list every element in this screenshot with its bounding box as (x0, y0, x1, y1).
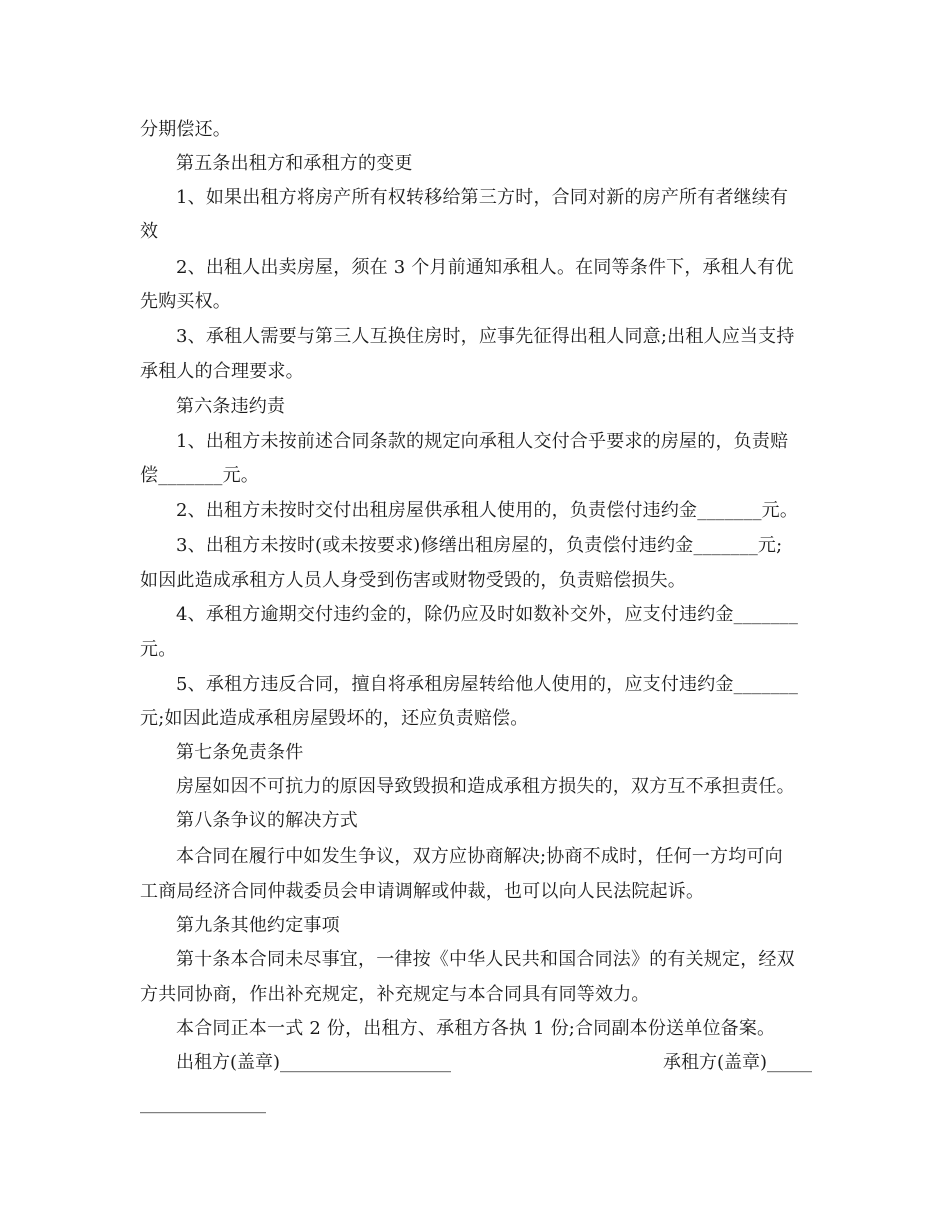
lessee-signature-line: 承租方(盖章)_____ (662, 1052, 812, 1073)
text-line: 3、出租方未按时(或未按要求)修缮出租房屋的，负责偿付违约金_______元; (176, 535, 783, 556)
section-heading: 第七条免责条件 (176, 742, 304, 763)
section-heading: 第八条争议的解决方式 (176, 810, 358, 831)
text-line: 效 (140, 221, 159, 242)
text-line: 如因此造成承租方人员人身受到伤害或财物受毁的，负责赔偿损失。 (140, 570, 686, 591)
text-line: 先购买权。 (140, 291, 231, 312)
text-line: 本合同正本一式 2 份，出租方、承租方各执 1 份;合同副本份送单位备案。 (176, 1018, 776, 1039)
lessor-signature-line: 出租方(盖章)___________________ (176, 1052, 452, 1073)
section-heading: 第六条违约责 (176, 396, 286, 417)
text-line: 5、承租方违反合同，擅自将承租房屋转给他人使用的，应支付违约金_______ (176, 674, 799, 695)
text-line: 方共同协商，作出补充规定，补充规定与本合同具有同等效力。 (140, 984, 650, 1005)
signature-continuation-line: ______________ (140, 1093, 266, 1114)
text-line: 元;如因此造成承租房屋毁坏的，还应负责赔偿。 (140, 708, 529, 729)
text-line: 承租人的合理要求。 (140, 361, 304, 382)
text-line: 2、出租方未按时交付出租房屋供承租人使用的，负责偿付违约金_______元。 (176, 500, 799, 521)
text-line: 2、出租人出卖房屋，须在 3 个月前通知承租人。在同等条件下，承租人有优 (176, 257, 794, 278)
text-line: 1、如果出租方将房产所有权转移给第三方时，合同对新的房产所有者继续有 (176, 187, 789, 208)
section-heading: 第五条出租方和承租方的变更 (176, 153, 413, 174)
text-line: 第十条本合同未尽事宜，一律按《中华人民共和国合同法》的有关规定，经双 (176, 949, 795, 970)
text-line: 元。 (140, 639, 177, 660)
text-line: 分期偿还。 (140, 119, 231, 140)
text-line: 房屋如因不可抗力的原因导致毁损和造成承租方损失的，双方互不承担责任。 (176, 776, 795, 797)
text-line: 3、承租人需要与第三人互换住房时，应事先征得出租人同意;出租人应当支持 (176, 326, 795, 347)
text-line: 4、承租方逾期交付违约金的，除仍应及时如数补交外，应支付违约金_______ (176, 604, 799, 625)
text-line: 1、出租方未按前述合同条款的规定向承租人交付合乎要求的房屋的，负责赔 (176, 431, 789, 452)
text-line: 偿_______元。 (140, 465, 259, 486)
text-line: 工商局经济合同仲裁委员会申请调解或仲裁，也可以向人民法院起诉。 (140, 881, 705, 902)
text-line: 本合同在履行中如发生争议，双方应协商解决;协商不成时，任何一方均可向 (176, 846, 783, 867)
section-heading: 第九条其他约定事项 (176, 915, 340, 936)
